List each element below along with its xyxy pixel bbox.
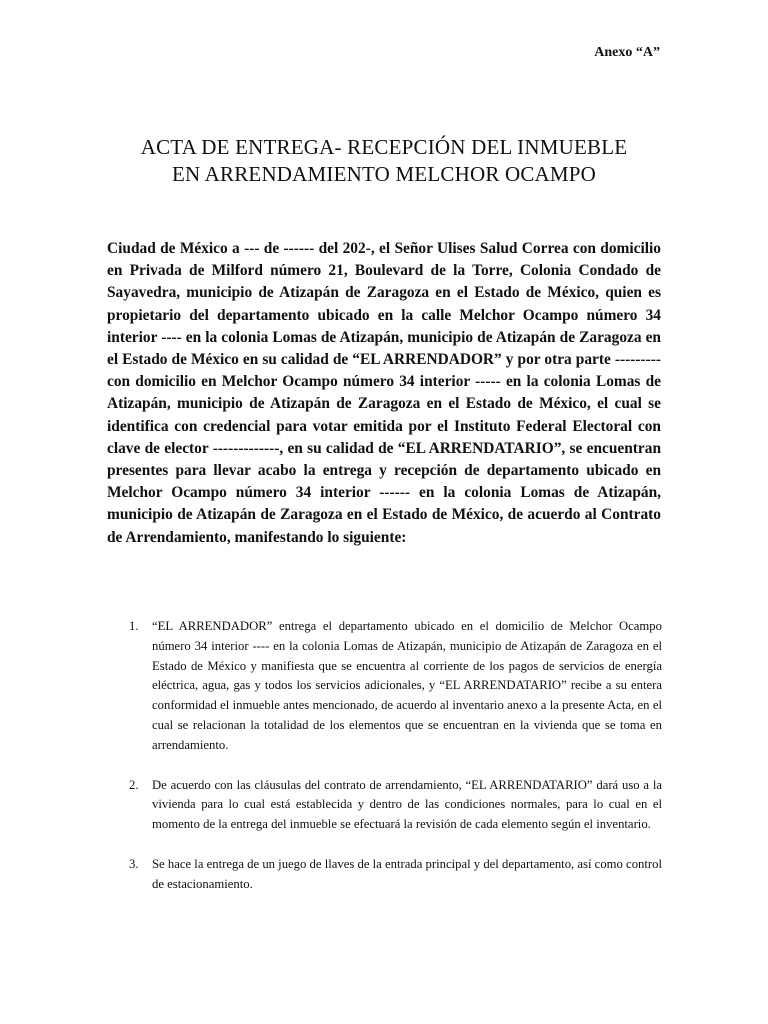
title-line-1: ACTA DE ENTREGA- RECEPCIÓN DEL INMUEBLE (140, 135, 628, 159)
list-item-text: “EL ARRENDADOR” entrega el departamento ubicado en el domicilio de Melchor Ocampo número 34 interior ---- en la colonia Lomas de Atizapán, municipio de Atizapán de Zaragoza en el Estado de México y manifiesta que se encuentra al corriente de los pagos de servicios de energía eléctrica, agua, gas y todos los servicios adicionales, y “EL ARRENDATARIO” recibe a su entera conformidad el inmueble antes mencionado, de acuerdo al inventario anexo a la presente Acta, en el cual se relacionan la totalidad de los elementos que se encuentran en la vivienda que se toma en arrendamiento. (152, 619, 662, 752)
list-item-text: Se hace la entrega de un juego de llaves de la entrada principal y del departamento, así como control de estacionamiento. (152, 856, 662, 891)
intro-paragraph: Ciudad de México a --- de ------ del 202-, el Señor Ulises Salud Correa con domicilio en Privada de Milford número 21, Boulevard de la Torre, Colonia Condado de Sayavedra, municipio de Atizapán de Zaragoza en el Estado de México, quien es propietario del departamento ubicado en la calle Melchor Ocampo número 34 interior ---- en la colonia Lomas de Atizapán, municipio de Atizapán de Zaragoza en el Estado de México en su calidad de “EL ARRENDADOR” y por otra parte --------- con domicilio en Melchor Ocampo número 34 interior ----- en la colonia Lomas de Atizapán, municipio de Atizapán de Zaragoza en el Estado de México, el cual se identifica con credencial para votar emitida por el Instituto Federal Electoral con clave de elector -------------, en su calidad de “EL ARRENDATARIO”, se encuentran presentes para llevar acabo la entrega y recepción de departamento ubicado en Melchor Ocampo número 34 interior ------ en la colonia Lomas de Atizapán, municipio de Atizapán de Zaragoza en el Estado de México, de acuerdo al Contrato de Arrendamiento, manifestando lo siguiente: (107, 240, 661, 546)
list-item (107, 855, 662, 895)
list-item (107, 776, 662, 835)
document-title (100, 134, 668, 188)
list-item-number: 2. (129, 777, 139, 792)
list-item-text: De acuerdo con las cláusulas del contrato de arrendamiento, “EL ARRENDATARIO” dará uso a la vivienda para lo cual está establecida y dentro de las condiciones normales, para lo cual en el momento de la entrega del inmueble se efectuará la revisión de cada elemento según el inventario. (152, 777, 662, 832)
list-item-number: 3. (129, 856, 139, 871)
title-line-2: EN ARRENDAMIENTO MELCHOR OCAMPO (171, 162, 597, 186)
annex-label: Anexo “A” (594, 45, 660, 60)
clauses-list (107, 617, 662, 895)
list-item-number: 1. (129, 619, 139, 633)
list-item (107, 617, 662, 756)
